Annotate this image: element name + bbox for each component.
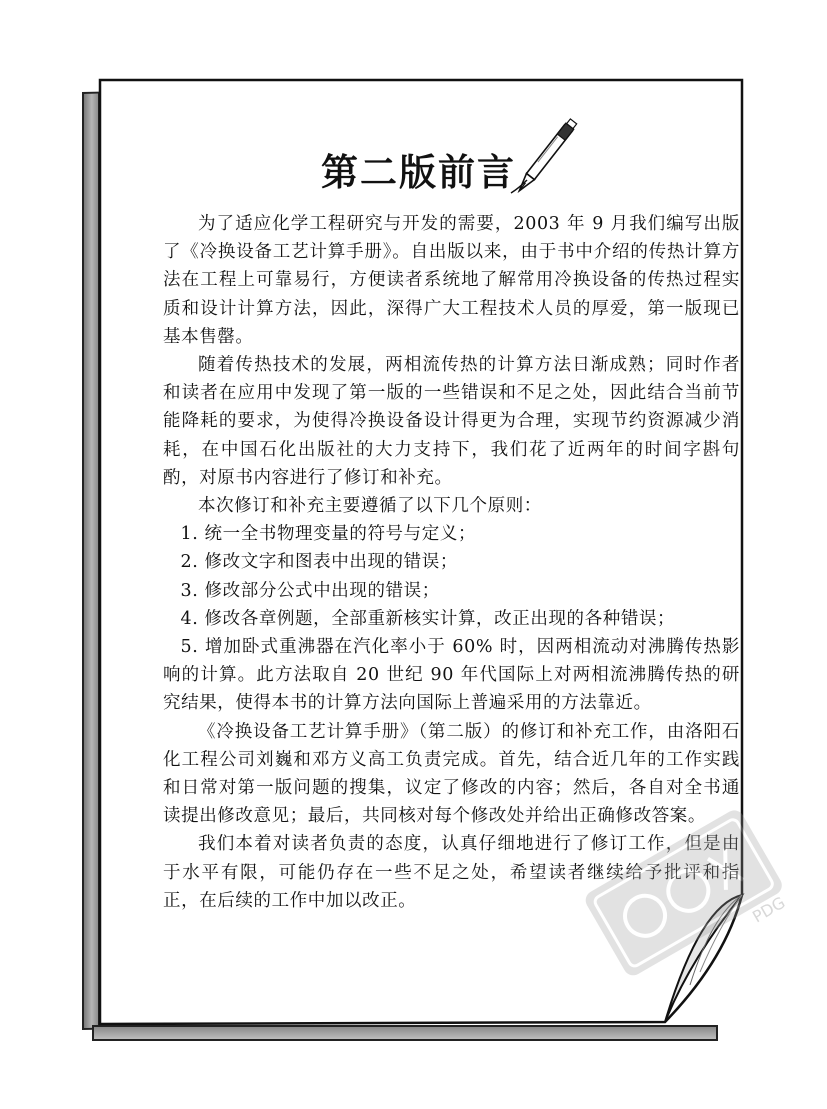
paragraph-5: 我们本着对读者负责的态度，认真仔细地进行了修订工作，但是由于水平有限，可能仍存在一些不足之处，希望读者继续给予批评和指正，在后续的工作中加以改正。 <box>163 834 740 911</box>
list-item-3: 3. 修改部分公式中出现的错误； <box>180 580 440 601</box>
paragraph-1: 为了适应化学工程研究与开发的需要，2003 年 9 月我们编写出版了《冷换设备工艺计算手册》。自出版以来，由于书中介绍的传热计算方法在工程上可靠易行，方便读者系统地了解常用冷换设备的传热过程实质和设计计算方法，因此，深得广大工程技术人员的厚爱，第一版现已基本售罄。 <box>163 214 740 347</box>
paragraph-3: 本次修订和补充主要遵循了以下几个原则： <box>198 496 542 517</box>
list-item-2: 2. 修改文字和图表中出现的错误； <box>180 552 458 573</box>
list-item-4: 4. 修改各章例题，全部重新核实计算，改正出现的各种错误； <box>180 608 676 629</box>
list-item-1: 1. 统一全书物理变量的符号与定义； <box>180 524 477 545</box>
list-item-5: 5. 增加卧式重沸器在汽化率小于 60% 时，因两相流动对沸腾传热影响的计算。此方法取自 20 世纪 90 年代国际上对两相流沸腾传热的研究结果，使得本书的计算方法向国际上普遍采用的方法靠近。 <box>163 637 740 714</box>
watermark-seal <box>565 805 805 985</box>
paragraph-2: 随着传热技术的发展，两相流传热的计算方法日渐成熟；同时作者和读者在应用中发现了第一版的一些错误和不足之处，因此结合当前节能降耗的要求，为使得冷换设备设计得更为合理，实现节约资源减少消耗，在中国石化出版社的大力支持下，我们花了近两年的时间字斟句酌，对原书内容进行了修订和补充。 <box>163 355 740 488</box>
title-area <box>163 92 743 192</box>
page-title: 第二版前言 <box>321 151 516 194</box>
pen-icon <box>509 100 599 195</box>
watermark-text: PDG <box>749 892 789 927</box>
paragraph-4: 《冷换设备工艺计算手册》（第二版）的修订和补充工作，由洛阳石化工程公司刘巍和邓方义高工负责完成。首先，结合近几年的工作实践和日常对第一版问题的搜集，议定了修改的内容；然后，各自对全书通读提出修改意见；最后，共同核对每个修改处并给出正确修改答案。 <box>163 721 740 827</box>
